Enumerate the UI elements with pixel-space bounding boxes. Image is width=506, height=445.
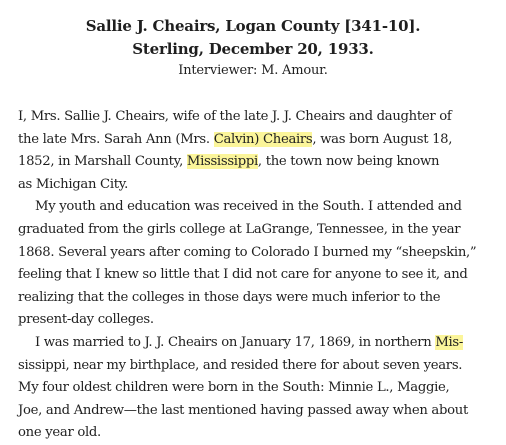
text-span: feeling that I knew so little that I did not care for anyone to see it, and	[18, 267, 468, 283]
text-span: 1852, in Marshall County,	[18, 154, 187, 170]
text-span: the late Mrs. Sarah Ann (Mrs.	[18, 131, 214, 147]
text-line	[18, 151, 504, 174]
text-span: I, Mrs. Sallie J. Cheairs, wife of the late J. J. Cheairs and daughter of	[18, 109, 452, 124]
text-span: one year old.	[18, 425, 101, 441]
text-line	[18, 287, 504, 310]
text-line	[18, 174, 504, 197]
text-line	[18, 355, 504, 378]
text-span: My four oldest children were born in the South: Minnie L., Maggie,	[18, 380, 450, 396]
text-line	[18, 129, 504, 152]
text-line	[18, 242, 504, 265]
text-span: realizing that the colleges in those days were much inferior to the	[18, 289, 441, 305]
text-line	[18, 377, 504, 400]
text-span: as Michigan City.	[18, 176, 129, 192]
document-date: Sterling, December 20, 1933.	[132, 40, 374, 58]
text-line	[18, 422, 504, 445]
paragraph-2	[18, 196, 504, 332]
text-span: My youth and education was received in the South. I attended and	[35, 199, 462, 215]
text-line	[18, 264, 504, 287]
text-span: , was born August 18,	[312, 131, 453, 147]
text-span: 1868. Several years after coming to Colorado I burned my “sheepskin,”	[18, 244, 477, 260]
text-span: graduated from the girls college at LaGrange, Tennessee, in the year	[18, 221, 461, 237]
text-line	[18, 106, 504, 129]
text-span: Joe, and Andrew—the last mentioned having passed away when about	[18, 402, 468, 418]
text-line	[18, 219, 504, 242]
interview-body	[18, 106, 504, 445]
text-line	[18, 400, 504, 423]
text-span: sissippi, near my birthplace, and resided there for about seven years.	[18, 357, 463, 373]
text-line	[18, 332, 504, 355]
paragraph-1	[18, 106, 504, 196]
text-line	[18, 309, 504, 332]
highlighted-text: Mississippi	[186, 154, 258, 170]
highlighted-text: Mis-	[435, 334, 464, 350]
document-title: Sallie J. Cheairs, Logan County [341-10].	[85, 17, 421, 35]
text-line	[18, 196, 504, 219]
text-span: present-day colleges.	[18, 312, 154, 328]
text-span: I was married to J. J. Cheairs on January 17, 1869, in northern	[35, 334, 436, 350]
highlighted-text: Calvin) Cheairs	[213, 131, 313, 147]
interviewer-line: Interviewer: M. Amour.	[178, 63, 328, 78]
text-span: , the town now being known	[257, 154, 440, 170]
